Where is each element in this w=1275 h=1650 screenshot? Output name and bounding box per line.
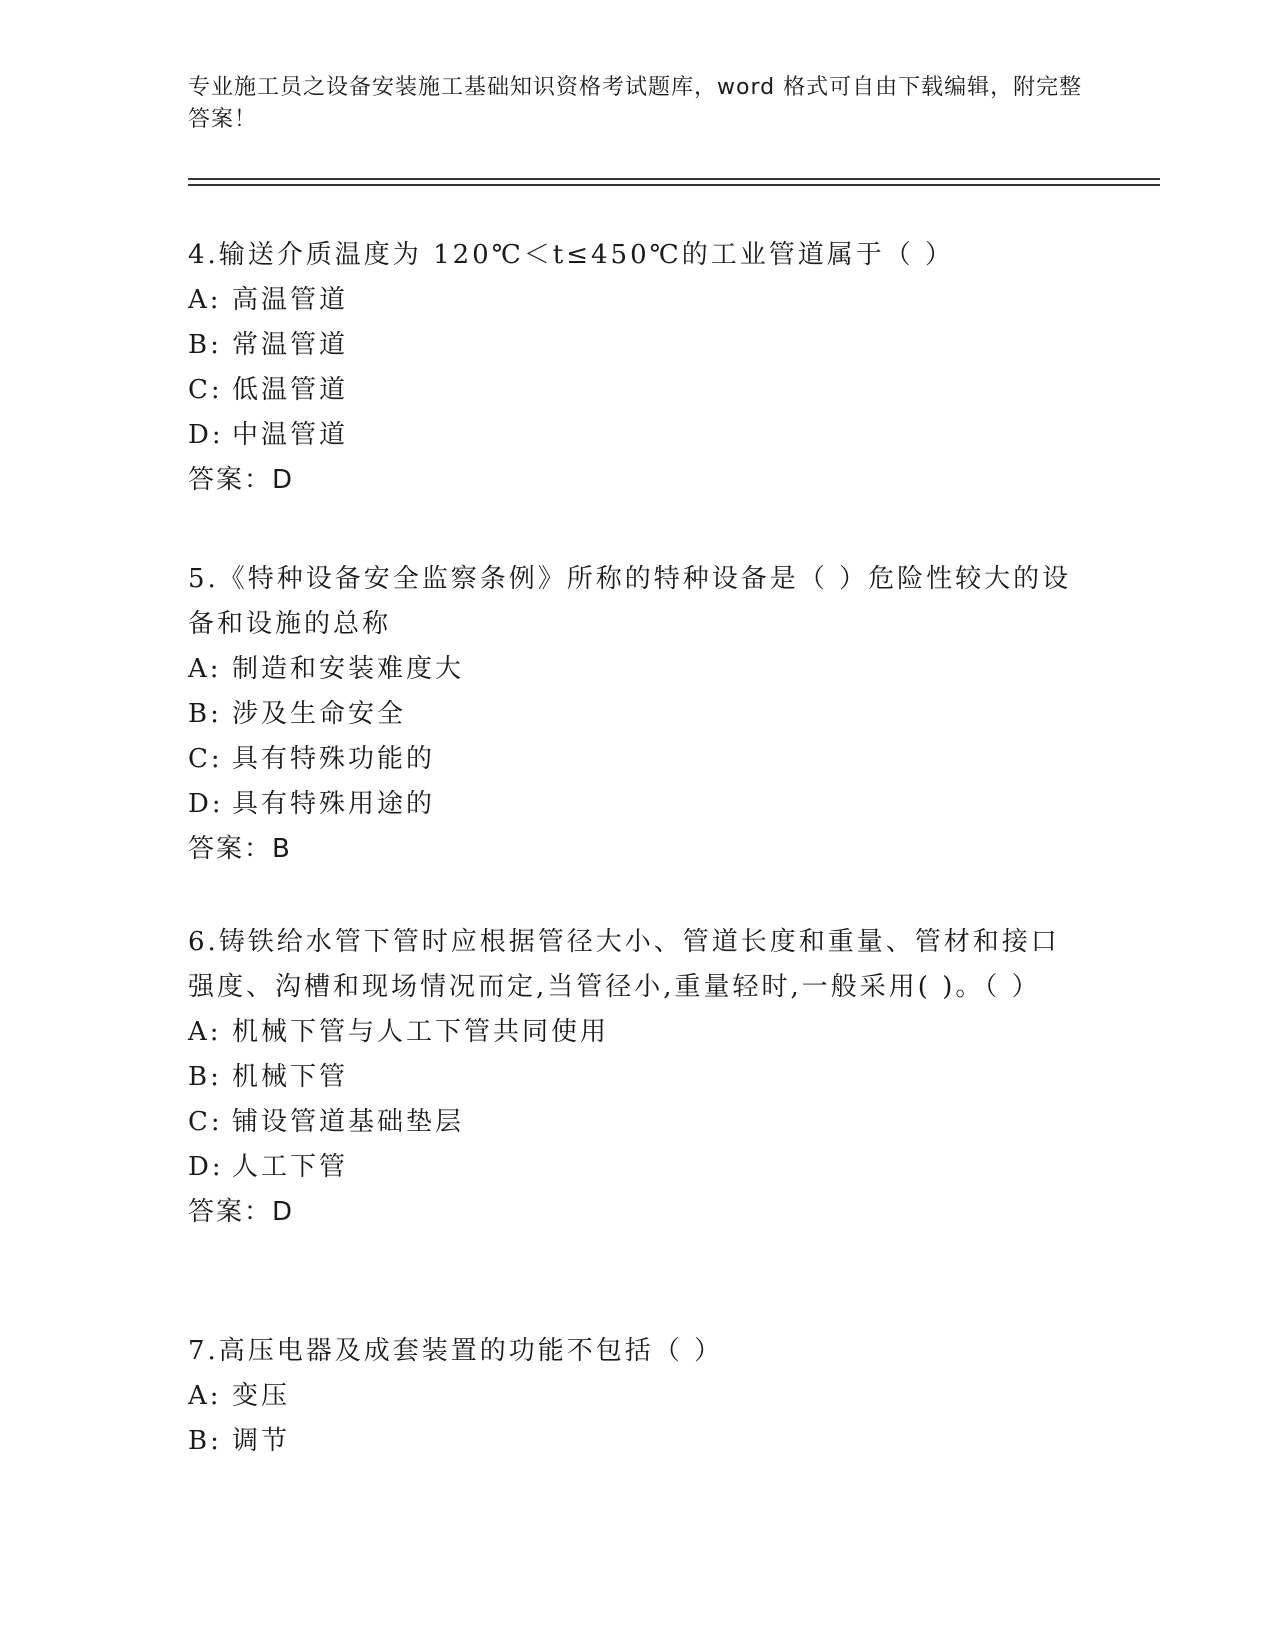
option-letter: C: (188, 1107, 223, 1137)
header-divider-bottom (188, 184, 1160, 186)
question-stem: 7.高压电器及成套装置的功能不包括（ ） (188, 1336, 724, 1366)
option-text: 常温管道 (232, 330, 349, 360)
option-text: 具有特殊功能的 (232, 744, 436, 774)
option-d (188, 782, 1088, 827)
option-letter: A: (188, 1017, 222, 1047)
option-text: 变压 (232, 1381, 291, 1411)
question-5 (188, 557, 1088, 872)
option-text: 中温管道 (232, 420, 349, 450)
option-text: 高温管道 (232, 285, 349, 315)
option-text: 铺设管道基础垫层 (232, 1107, 465, 1137)
option-letter: C: (188, 375, 223, 405)
option-text: 人工下管 (232, 1152, 349, 1182)
question-7 (188, 1329, 1088, 1464)
option-text: 具有特殊用途的 (232, 789, 436, 819)
option-letter: C: (188, 744, 223, 774)
option-text: 低温管道 (232, 375, 349, 405)
option-a (188, 1374, 1088, 1419)
option-d (188, 1145, 1088, 1190)
document-header: 专业施工员之设备安装施工基础知识资格考试题库，word 格式可自由下载编辑，附完整答案！ (188, 75, 1083, 132)
question-stem: 6.铸铁给水管下管时应根据管径大小、管道长度和重量、管材和接口强度、沟槽和现场情况而定,当管径小,重量轻时,一般采用( )。（ ） (188, 927, 1060, 1002)
option-text: 制造和安装难度大 (232, 654, 465, 684)
answer-line: 答案：D (188, 465, 295, 495)
option-b (188, 1055, 1088, 1100)
option-letter: A: (188, 654, 222, 684)
question-4 (188, 233, 1088, 503)
answer-line: 答案：B (188, 834, 292, 864)
answer-line: 答案：D (188, 1197, 295, 1227)
option-letter: B: (188, 330, 222, 360)
option-letter: B: (188, 699, 222, 729)
option-d (188, 413, 1088, 458)
option-letter: A: (188, 285, 222, 315)
option-b (188, 692, 1088, 737)
option-a (188, 1010, 1088, 1055)
option-c (188, 368, 1088, 413)
option-a (188, 647, 1088, 692)
option-letter: D: (188, 420, 224, 450)
option-text: 调节 (232, 1426, 291, 1456)
option-letter: B: (188, 1062, 222, 1092)
option-b (188, 323, 1088, 368)
option-text: 涉及生命安全 (232, 699, 407, 729)
option-c (188, 737, 1088, 782)
option-text: 机械下管与人工下管共同使用 (232, 1017, 610, 1047)
option-letter: B: (188, 1426, 222, 1456)
question-stem: 5.《特种设备安全监察条例》所称的特种设备是（ ）危险性较大的设备和设施的总称 (188, 564, 1072, 639)
question-stem: 4.输送介质温度为 120℃＜t≤450℃的工业管道属于（ ） (188, 240, 954, 270)
option-c (188, 1100, 1088, 1145)
header-divider-top (188, 178, 1160, 180)
option-letter: A: (188, 1381, 222, 1411)
option-letter: D: (188, 789, 224, 819)
option-b (188, 1419, 1088, 1464)
option-text: 机械下管 (232, 1062, 349, 1092)
question-6 (188, 920, 1088, 1235)
option-letter: D: (188, 1152, 224, 1182)
option-a (188, 278, 1088, 323)
